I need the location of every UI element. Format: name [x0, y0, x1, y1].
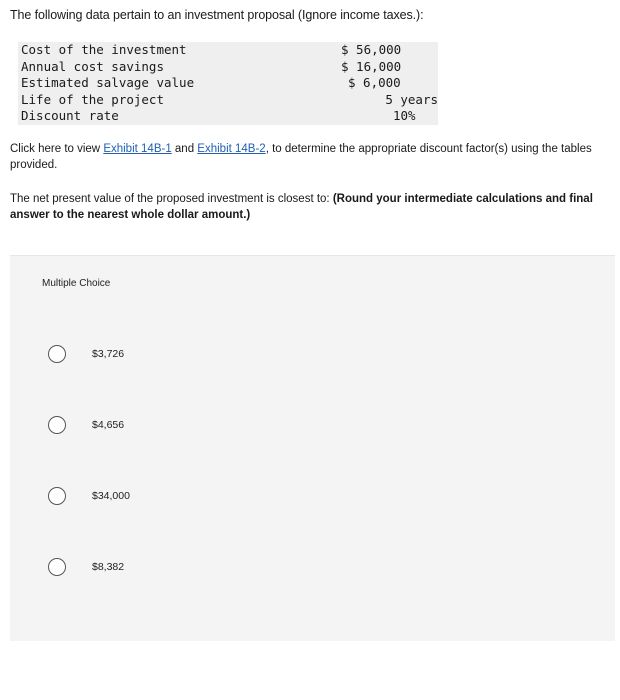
- multiple-choice-label: Multiple Choice: [42, 278, 111, 289]
- exhibit-middle: and: [171, 143, 198, 155]
- radio-button[interactable]: [48, 416, 66, 434]
- data-value: 10%: [393, 108, 416, 124]
- option-1[interactable]: [48, 345, 124, 363]
- data-row-life: [18, 92, 438, 109]
- radio-button[interactable]: [48, 487, 66, 505]
- option-text: $34,000: [92, 490, 130, 502]
- data-row-salvage: [18, 75, 438, 92]
- data-value: $ 16,000: [341, 58, 402, 74]
- data-value: 5 years: [385, 91, 438, 107]
- option-2[interactable]: [48, 416, 124, 434]
- exhibit-instructions: [10, 141, 600, 173]
- rounding-note: (Round your intermediate calculations and final answer to the nearest whole dollar amount.): [10, 193, 593, 221]
- data-row-cost: [18, 42, 438, 59]
- option-text: $8,382: [92, 561, 125, 573]
- option-3[interactable]: [48, 487, 130, 505]
- data-value: $ 56,000: [341, 42, 402, 57]
- data-label: Cost of the investment: [21, 42, 187, 57]
- question-text: [10, 191, 600, 223]
- multiple-choice-panel: [10, 255, 615, 641]
- radio-button[interactable]: [48, 558, 66, 576]
- option-4[interactable]: [48, 558, 124, 576]
- exhibit-14b-1-link[interactable]: Exhibit 14B-1: [103, 143, 172, 155]
- exhibit-suffix: , to determine the appropriate discount factor(s) using the tables provided.: [10, 143, 592, 171]
- data-label: Estimated salvage value: [21, 75, 195, 91]
- option-text: $3,726: [92, 348, 125, 360]
- data-value: $ 6,000: [348, 75, 401, 91]
- data-label: Annual cost savings: [21, 58, 164, 74]
- problem-intro: The following data pertain to an investment proposal (Ignore income taxes.):: [10, 8, 424, 22]
- exhibit-14b-2-link[interactable]: Exhibit 14B-2: [197, 143, 266, 155]
- exhibit-prefix: Click here to view: [10, 143, 104, 155]
- data-row-rate: [18, 108, 438, 125]
- data-label: Life of the project: [21, 91, 164, 107]
- question-prompt: The net present value of the proposed investment is closest to:: [10, 193, 333, 205]
- data-label: Discount rate: [21, 108, 119, 124]
- data-table: [18, 42, 438, 125]
- data-row-savings: [18, 59, 438, 76]
- option-text: $4,656: [92, 419, 125, 431]
- radio-button[interactable]: [48, 345, 66, 363]
